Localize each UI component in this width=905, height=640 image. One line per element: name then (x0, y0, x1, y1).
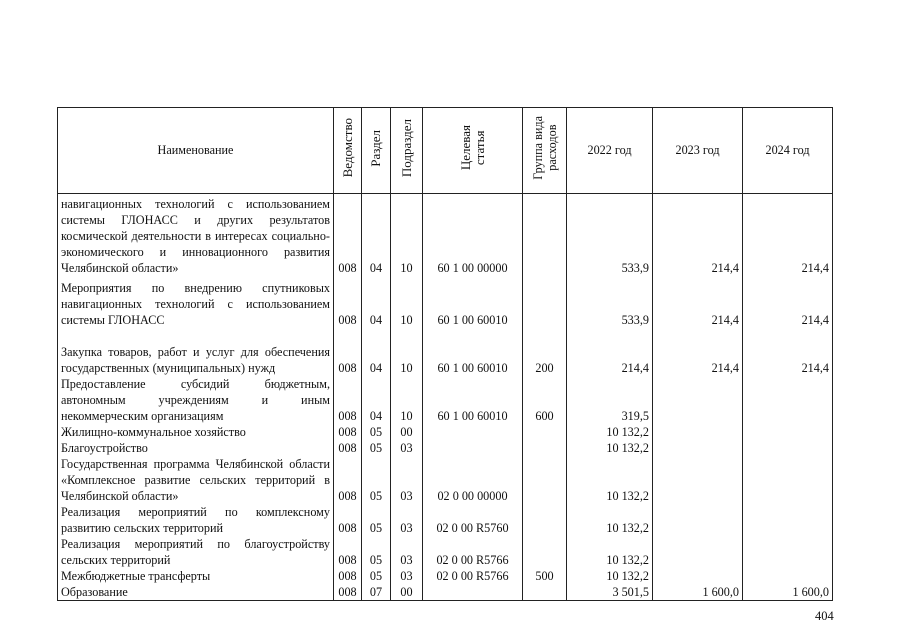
table-row (58, 277, 833, 329)
row-gruppa (523, 425, 567, 441)
header-name: Наименование (58, 108, 334, 194)
row-podrazdel: 03 (391, 505, 423, 537)
row-2022: 533,9 (567, 194, 653, 277)
row-name: Образование (58, 585, 334, 601)
row-podrazdel: 10 (391, 377, 423, 425)
row-razdel: 05 (362, 569, 391, 585)
table-row (58, 505, 833, 537)
row-2024 (743, 377, 833, 425)
row-podrazdel: 10 (391, 329, 423, 377)
row-podrazdel: 00 (391, 425, 423, 441)
row-celevaya-statya: 60 1 00 60010 (423, 377, 523, 425)
row-podrazdel: 03 (391, 537, 423, 569)
row-podrazdel: 03 (391, 441, 423, 457)
table-row (58, 537, 833, 569)
table-row (58, 585, 833, 601)
header-podrazdel: Подраздел (391, 108, 423, 194)
row-2023: 214,4 (653, 194, 743, 277)
row-name: Мероприятия по внедрению спутниковых навигационных технологий с использованием системы ГЛОНАСС (58, 277, 334, 329)
row-podrazdel: 00 (391, 585, 423, 601)
row-name: Реализация мероприятий по благоустройству сельских территорий (58, 537, 334, 569)
row-2022: 10 132,2 (567, 537, 653, 569)
row-vedomstvo: 008 (334, 329, 362, 377)
row-2022: 10 132,2 (567, 425, 653, 441)
row-razdel: 04 (362, 329, 391, 377)
row-vedomstvo: 008 (334, 425, 362, 441)
row-2024 (743, 505, 833, 537)
row-2023: 214,4 (653, 277, 743, 329)
row-celevaya-statya: 02 0 00 R5766 (423, 569, 523, 585)
row-gruppa: 200 (523, 329, 567, 377)
header-2022: 2022 год (567, 108, 653, 194)
row-razdel: 05 (362, 425, 391, 441)
row-2023 (653, 441, 743, 457)
row-gruppa (523, 277, 567, 329)
row-2023 (653, 569, 743, 585)
row-2024 (743, 441, 833, 457)
row-podrazdel: 10 (391, 277, 423, 329)
row-gruppa (523, 194, 567, 277)
row-celevaya-statya: 60 1 00 60010 (423, 329, 523, 377)
row-name: Благоустройство (58, 441, 334, 457)
header-celevaya-statya: Целевая статья (423, 108, 523, 194)
row-2023 (653, 457, 743, 505)
row-gruppa (523, 585, 567, 601)
row-2022: 3 501,5 (567, 585, 653, 601)
row-name: Реализация мероприятий по комплексному развитию сельских территорий (58, 505, 334, 537)
row-razdel: 05 (362, 537, 391, 569)
row-vedomstvo: 008 (334, 457, 362, 505)
row-celevaya-statya: 02 0 00 R5760 (423, 505, 523, 537)
row-2022: 533,9 (567, 277, 653, 329)
table-row (58, 569, 833, 585)
header-razdel: Раздел (362, 108, 391, 194)
row-vedomstvo: 008 (334, 441, 362, 457)
row-celevaya-statya (423, 441, 523, 457)
row-razdel: 07 (362, 585, 391, 601)
row-2023: 214,4 (653, 329, 743, 377)
row-2024 (743, 425, 833, 441)
row-2024: 214,4 (743, 329, 833, 377)
row-vedomstvo: 008 (334, 377, 362, 425)
header-2024: 2024 год (743, 108, 833, 194)
row-2022: 10 132,2 (567, 441, 653, 457)
row-razdel: 05 (362, 441, 391, 457)
row-vedomstvo: 008 (334, 569, 362, 585)
row-2024: 1 600,0 (743, 585, 833, 601)
table-row (58, 457, 833, 505)
row-razdel: 04 (362, 277, 391, 329)
row-name: Государственная программа Челябинской области «Комплексное развитие сельских территорий в Челябинской области» (58, 457, 334, 505)
table-row (58, 441, 833, 457)
row-2022: 214,4 (567, 329, 653, 377)
header-2023: 2023 год (653, 108, 743, 194)
row-gruppa (523, 505, 567, 537)
row-2022: 10 132,2 (567, 505, 653, 537)
row-podrazdel: 10 (391, 194, 423, 277)
table-header (58, 108, 833, 194)
row-2022: 10 132,2 (567, 569, 653, 585)
row-celevaya-statya: 02 0 00 00000 (423, 457, 523, 505)
page-number: 404 (815, 609, 834, 623)
row-2024 (743, 457, 833, 505)
row-2023 (653, 505, 743, 537)
row-gruppa (523, 537, 567, 569)
row-gruppa: 600 (523, 377, 567, 425)
table-body (58, 194, 833, 601)
row-name: Жилищно-коммунальное хозяйство (58, 425, 334, 441)
budget-table (57, 107, 833, 601)
row-2024 (743, 537, 833, 569)
row-razdel: 04 (362, 194, 391, 277)
row-podrazdel: 03 (391, 569, 423, 585)
row-2023 (653, 425, 743, 441)
row-2023 (653, 537, 743, 569)
table-row (58, 194, 833, 277)
row-celevaya-statya: 60 1 00 60010 (423, 277, 523, 329)
row-razdel: 04 (362, 377, 391, 425)
row-2024: 214,4 (743, 277, 833, 329)
row-razdel: 05 (362, 457, 391, 505)
row-celevaya-statya: 02 0 00 R5766 (423, 537, 523, 569)
header-gruppa-vida-rashodov: Группа вида расходов (523, 108, 567, 194)
row-celevaya-statya (423, 425, 523, 441)
row-vedomstvo: 008 (334, 194, 362, 277)
row-razdel: 05 (362, 505, 391, 537)
row-celevaya-statya: 60 1 00 00000 (423, 194, 523, 277)
header-vedomstvo: Ведомство (334, 108, 362, 194)
row-2024 (743, 569, 833, 585)
row-vedomstvo: 008 (334, 277, 362, 329)
row-vedomstvo: 008 (334, 505, 362, 537)
table-row (58, 425, 833, 441)
table-row (58, 329, 833, 377)
row-vedomstvo: 008 (334, 585, 362, 601)
table-row (58, 377, 833, 425)
row-2022: 10 132,2 (567, 457, 653, 505)
row-celevaya-statya (423, 585, 523, 601)
row-name: Межбюджетные трансферты (58, 569, 334, 585)
row-gruppa: 500 (523, 569, 567, 585)
row-2022: 319,5 (567, 377, 653, 425)
row-vedomstvo: 008 (334, 537, 362, 569)
row-2023 (653, 377, 743, 425)
row-name: Закупка товаров, работ и услуг для обеспечения государственных (муниципальных) нужд (58, 329, 334, 377)
row-gruppa (523, 457, 567, 505)
row-podrazdel: 03 (391, 457, 423, 505)
row-name: навигационных технологий с использованием системы ГЛОНАСС и других результатов космической деятельности в интересах социально-экономического и инновационного развития Челябинской области» (58, 194, 334, 277)
row-gruppa (523, 441, 567, 457)
row-name: Предоставление субсидий бюджетным, автономным учреждениям и иным некоммерческим организациям (58, 377, 334, 425)
row-2023: 1 600,0 (653, 585, 743, 601)
row-2024: 214,4 (743, 194, 833, 277)
